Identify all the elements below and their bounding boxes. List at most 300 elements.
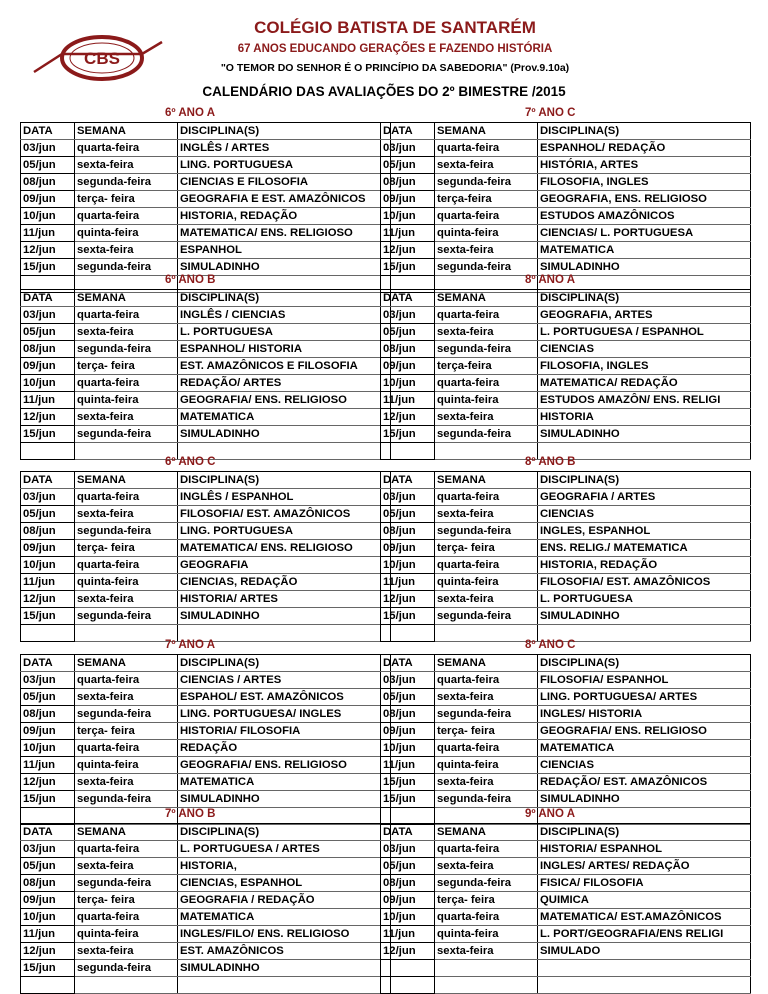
column-header-date: DATA: [381, 824, 435, 841]
date-cell: 09/jun: [381, 358, 435, 375]
week-cell: [435, 960, 538, 977]
column-header-week: SEMANA: [435, 824, 538, 841]
subject-cell: SIMULADINHO: [178, 259, 391, 276]
subject-cell: INGLES, ESPANHOL: [538, 523, 751, 540]
table-row: [21, 774, 391, 791]
column-header-subject: DISCIPLINA(S): [538, 472, 751, 489]
subject-cell: GEOGRAFIA, ARTES: [538, 307, 751, 324]
date-cell: 09/jun: [21, 191, 75, 208]
subject-cell: ESTUDOS AMAZÔN/ ENS. RELIGI: [538, 392, 751, 409]
subject-cell: CIENCIAS, REDAÇÃO: [178, 574, 391, 591]
table-row: [21, 791, 391, 808]
table-row: [381, 591, 751, 608]
date-cell: 11/jun: [21, 574, 75, 591]
class-title: 7º ANO C: [525, 107, 576, 119]
subject-cell: INGLES/ ARTES/ REDAÇÃO: [538, 858, 751, 875]
date-cell: 10/jun: [381, 208, 435, 225]
week-cell: segunda-feira: [435, 523, 538, 540]
table-row: [21, 157, 391, 174]
week-cell: quarta-feira: [75, 489, 178, 506]
table-row: [21, 892, 391, 909]
table-row: [21, 689, 391, 706]
column-header-subject: DISCIPLINA(S): [538, 123, 751, 140]
date-cell: 09/jun: [21, 358, 75, 375]
week-cell: quinta-feira: [75, 757, 178, 774]
column-header-week: SEMANA: [75, 824, 178, 841]
column-header-week: SEMANA: [435, 655, 538, 672]
date-cell: 05/jun: [21, 157, 75, 174]
week-cell: segunda-feira: [75, 426, 178, 443]
week-cell: quarta-feira: [75, 557, 178, 574]
table-row: [21, 392, 391, 409]
table-row: [21, 672, 391, 689]
header-row: [21, 655, 391, 672]
week-cell: sexta-feira: [75, 242, 178, 259]
date-cell: 10/jun: [21, 740, 75, 757]
schedule-table: [20, 122, 391, 293]
date-cell: 15/jun: [21, 426, 75, 443]
week-cell: quarta-feira: [435, 208, 538, 225]
schedule-table: [20, 823, 391, 994]
header-row: [381, 123, 751, 140]
table-row: [21, 242, 391, 259]
table-row: [21, 858, 391, 875]
subject-cell: SIMULADINHO: [178, 960, 391, 977]
table-row: [21, 557, 391, 574]
class-title: 8º ANO B: [525, 456, 576, 468]
table-row: [381, 174, 751, 191]
schedule-table: [380, 823, 751, 994]
date-cell: 10/jun: [21, 208, 75, 225]
table-row: [381, 672, 751, 689]
date-cell: 15/jun: [21, 608, 75, 625]
subject-cell: SIMULADINHO: [538, 608, 751, 625]
subject-cell: [538, 960, 751, 977]
date-cell: 10/jun: [381, 909, 435, 926]
class-title: 6º ANO C: [165, 456, 216, 468]
subject-cell: HISTORIA/ ARTES: [178, 591, 391, 608]
class-block: [20, 107, 390, 293]
subject-cell: LING. PORTUGUESA: [178, 157, 391, 174]
date-cell: [381, 977, 435, 994]
week-cell: quarta-feira: [435, 375, 538, 392]
date-cell: 10/jun: [381, 557, 435, 574]
date-cell: 08/jun: [381, 875, 435, 892]
week-cell: quarta-feira: [75, 740, 178, 757]
week-cell: terça-feira: [435, 191, 538, 208]
date-cell: 08/jun: [21, 523, 75, 540]
date-cell: 15/jun: [381, 426, 435, 443]
table-row: [21, 757, 391, 774]
column-header-date: DATA: [21, 290, 75, 307]
date-cell: 15/jun: [381, 791, 435, 808]
subject-cell: FILOSOFIA/ ESPANHOL: [538, 672, 751, 689]
week-cell: quarta-feira: [435, 140, 538, 157]
table-row: [21, 259, 391, 276]
subject-cell: SIMULADO: [538, 943, 751, 960]
date-cell: 09/jun: [381, 540, 435, 557]
header-row: [381, 472, 751, 489]
week-cell: segunda-feira: [75, 608, 178, 625]
table-row: [381, 557, 751, 574]
date-cell: 12/jun: [21, 242, 75, 259]
column-header-date: DATA: [381, 290, 435, 307]
subject-cell: MATEMATICA/ ENS. RELIGIOSO: [178, 540, 391, 557]
subject-cell: LING. PORTUGUESA/ INGLES: [178, 706, 391, 723]
table-row: [381, 875, 751, 892]
subject-cell: SIMULADINHO: [538, 426, 751, 443]
date-cell: 12/jun: [21, 591, 75, 608]
table-row: [381, 426, 751, 443]
subject-cell: GEOGRAFIA: [178, 557, 391, 574]
header-row: [381, 655, 751, 672]
subject-cell: CIENCIAS: [538, 341, 751, 358]
week-cell: segunda-feira: [75, 174, 178, 191]
column-header-week: SEMANA: [435, 123, 538, 140]
table-row: [381, 943, 751, 960]
subject-cell: INGLES/FILO/ ENS. RELIGIOSO: [178, 926, 391, 943]
table-row: [381, 140, 751, 157]
date-cell: 12/jun: [381, 242, 435, 259]
table-row: [21, 540, 391, 557]
table-row: [381, 225, 751, 242]
week-cell: segunda-feira: [435, 426, 538, 443]
column-header-date: DATA: [21, 123, 75, 140]
week-cell: terça- feira: [75, 540, 178, 557]
week-cell: segunda-feira: [435, 875, 538, 892]
column-header-week: SEMANA: [435, 290, 538, 307]
week-cell: sexta-feira: [75, 591, 178, 608]
subject-cell: MATEMATICA: [178, 774, 391, 791]
week-cell: quinta-feira: [75, 392, 178, 409]
subject-cell: CIENCIAS, ESPANHOL: [178, 875, 391, 892]
date-cell: 03/jun: [21, 140, 75, 157]
subject-cell: SIMULADINHO: [178, 791, 391, 808]
school-motto: "O TEMOR DO SENHOR É O PRINCÍPIO DA SABEDORIA" (Prov.9.10a): [220, 62, 570, 74]
week-cell: quinta-feira: [435, 926, 538, 943]
week-cell: quarta-feira: [435, 909, 538, 926]
date-cell: 11/jun: [21, 757, 75, 774]
subject-cell: CIENCIAS / ARTES: [178, 672, 391, 689]
date-cell: [381, 960, 435, 977]
week-cell: segunda-feira: [75, 523, 178, 540]
school-subtitle: 67 ANOS EDUCANDO GERAÇÕES E FAZENDO HISTÓRIA: [237, 43, 553, 55]
week-cell: sexta-feira: [75, 409, 178, 426]
table-row: [21, 140, 391, 157]
class-block: [380, 808, 750, 994]
date-cell: 10/jun: [381, 375, 435, 392]
class-block: [380, 456, 750, 642]
week-cell: quarta-feira: [435, 841, 538, 858]
school-title: COLÉGIO BATISTA DE SANTARÉM: [254, 18, 536, 37]
class-block: [380, 639, 750, 825]
table-row: [381, 706, 751, 723]
table-row: [381, 392, 751, 409]
week-cell: quinta-feira: [435, 225, 538, 242]
schedule-table: [380, 471, 751, 642]
table-row: [381, 841, 751, 858]
subject-cell: ESPANHOL/ REDAÇÃO: [538, 140, 751, 157]
header-row: [21, 123, 391, 140]
table-row: [381, 259, 751, 276]
date-cell: 12/jun: [381, 943, 435, 960]
table-row: [381, 324, 751, 341]
subject-cell: REDAÇÃO: [178, 740, 391, 757]
week-cell: segunda-feira: [435, 791, 538, 808]
date-cell: 08/jun: [381, 174, 435, 191]
subject-cell: LING. PORTUGUESA: [178, 523, 391, 540]
class-title: 6º ANO A: [165, 107, 215, 119]
table-row: [21, 608, 391, 625]
date-cell: 11/jun: [21, 926, 75, 943]
subject-cell: ENS. RELIG./ MATEMATICA: [538, 540, 751, 557]
table-row: [381, 977, 751, 994]
calendar-title: CALENDÁRIO DAS AVALIAÇÕES DO 2º BIMESTRE /2015: [202, 84, 566, 99]
week-cell: quinta-feira: [435, 574, 538, 591]
subject-cell: EST. AMAZÔNICOS: [178, 943, 391, 960]
school-logo: [32, 32, 164, 84]
class-block: [20, 456, 390, 642]
week-cell: [435, 977, 538, 994]
schedule-table: [380, 289, 751, 460]
date-cell: 11/jun: [21, 392, 75, 409]
subject-cell: L. PORTUGUESA: [538, 591, 751, 608]
week-cell: quinta-feira: [75, 574, 178, 591]
subject-cell: MATEMATICA: [538, 242, 751, 259]
date-cell: 03/jun: [381, 672, 435, 689]
logo-text: CBS: [84, 49, 120, 68]
week-cell: quarta-feira: [435, 740, 538, 757]
subject-cell: CIENCIAS/ L. PORTUGUESA: [538, 225, 751, 242]
table-row: [21, 225, 391, 242]
schedule-table: [20, 654, 391, 825]
column-header-date: DATA: [21, 655, 75, 672]
week-cell: [75, 977, 178, 994]
date-cell: 08/jun: [381, 341, 435, 358]
week-cell: quarta-feira: [75, 140, 178, 157]
date-cell: 05/jun: [21, 689, 75, 706]
column-header-week: SEMANA: [75, 290, 178, 307]
subject-cell: CIENCIAS: [538, 757, 751, 774]
column-header-date: DATA: [381, 123, 435, 140]
week-cell: segunda-feira: [75, 960, 178, 977]
subject-cell: INGLÊS / ARTES: [178, 140, 391, 157]
date-cell: 08/jun: [21, 341, 75, 358]
date-cell: 12/jun: [381, 591, 435, 608]
date-cell: 11/jun: [21, 225, 75, 242]
column-header-date: DATA: [381, 655, 435, 672]
table-row: [381, 307, 751, 324]
subject-cell: GEOGRAFIA E EST. AMAZÔNICOS: [178, 191, 391, 208]
date-cell: 11/jun: [381, 392, 435, 409]
column-header-subject: DISCIPLINA(S): [538, 824, 751, 841]
week-cell: segunda-feira: [75, 706, 178, 723]
table-row: [381, 208, 751, 225]
table-row: [21, 977, 391, 994]
week-cell: sexta-feira: [435, 242, 538, 259]
table-row: [21, 506, 391, 523]
date-cell: 11/jun: [381, 574, 435, 591]
subject-cell: GEOGRAFIA / REDAÇÃO: [178, 892, 391, 909]
table-row: [381, 574, 751, 591]
week-cell: quinta-feira: [435, 392, 538, 409]
column-header-subject: DISCIPLINA(S): [178, 290, 391, 307]
subject-cell: [178, 977, 391, 994]
class-block: [380, 107, 750, 293]
table-row: [21, 591, 391, 608]
date-cell: 03/jun: [21, 489, 75, 506]
column-header-subject: DISCIPLINA(S): [178, 123, 391, 140]
class-title: 8º ANO C: [525, 639, 576, 651]
week-cell: quarta-feira: [435, 557, 538, 574]
week-cell: quinta-feira: [75, 926, 178, 943]
column-header-date: DATA: [381, 472, 435, 489]
subject-cell: HISTORIA, REDAÇÃO: [178, 208, 391, 225]
date-cell: 11/jun: [381, 926, 435, 943]
date-cell: 08/jun: [381, 523, 435, 540]
subject-cell: GEOGRAFIA, ENS. RELIGIOSO: [538, 191, 751, 208]
date-cell: 05/jun: [21, 858, 75, 875]
class-title: 8º ANO A: [525, 274, 575, 286]
subject-cell: L. PORT/GEOGRAFIA/ENS RELIGI: [538, 926, 751, 943]
date-cell: 08/jun: [381, 706, 435, 723]
week-cell: quarta-feira: [75, 307, 178, 324]
date-cell: 12/jun: [21, 774, 75, 791]
table-row: [21, 174, 391, 191]
subject-cell: INGLES/ HISTORIA: [538, 706, 751, 723]
week-cell: sexta-feira: [75, 689, 178, 706]
table-row: [381, 157, 751, 174]
table-row: [381, 960, 751, 977]
week-cell: sexta-feira: [435, 157, 538, 174]
subject-cell: MATEMATICA/ EST.AMAZÔNICOS: [538, 909, 751, 926]
header-row: [21, 824, 391, 841]
date-cell: 03/jun: [381, 307, 435, 324]
date-cell: 05/jun: [21, 506, 75, 523]
date-cell: 09/jun: [381, 191, 435, 208]
date-cell: 03/jun: [381, 841, 435, 858]
table-row: [21, 208, 391, 225]
class-title: 7º ANO B: [165, 808, 216, 820]
week-cell: sexta-feira: [435, 409, 538, 426]
class-title: 6º ANO B: [165, 274, 216, 286]
subject-cell: SIMULADINHO: [538, 259, 751, 276]
date-cell: 11/jun: [381, 225, 435, 242]
date-cell: 15/jun: [21, 960, 75, 977]
table-row: [381, 740, 751, 757]
subject-cell: L. PORTUGUESA / ESPANHOL: [538, 324, 751, 341]
table-row: [21, 723, 391, 740]
schedule-table: [20, 289, 391, 460]
date-cell: 03/jun: [21, 841, 75, 858]
subject-cell: SIMULADINHO: [178, 426, 391, 443]
table-row: [381, 723, 751, 740]
date-cell: 08/jun: [21, 706, 75, 723]
column-header-week: SEMANA: [435, 472, 538, 489]
table-row: [21, 960, 391, 977]
subject-cell: FISICA/ FILOSOFIA: [538, 875, 751, 892]
table-row: [381, 506, 751, 523]
date-cell: 08/jun: [21, 174, 75, 191]
subject-cell: FILOSOFIA, INGLES: [538, 358, 751, 375]
week-cell: quarta-feira: [435, 672, 538, 689]
header-row: [381, 290, 751, 307]
date-cell: 05/jun: [381, 324, 435, 341]
week-cell: terça- feira: [75, 358, 178, 375]
table-row: [381, 540, 751, 557]
table-row: [381, 375, 751, 392]
table-row: [381, 926, 751, 943]
subject-cell: L. PORTUGUESA / ARTES: [178, 841, 391, 858]
table-row: [21, 375, 391, 392]
schedule-table: [20, 471, 391, 642]
subject-cell: EST. AMAZÔNICOS E FILOSOFIA: [178, 358, 391, 375]
week-cell: quarta-feira: [75, 208, 178, 225]
date-cell: 05/jun: [381, 157, 435, 174]
table-row: [381, 242, 751, 259]
table-row: [381, 774, 751, 791]
week-cell: sexta-feira: [435, 324, 538, 341]
date-cell: 15/jun: [381, 259, 435, 276]
date-cell: 15/jun: [381, 608, 435, 625]
table-row: [21, 426, 391, 443]
week-cell: quinta-feira: [75, 225, 178, 242]
header-row: [21, 290, 391, 307]
table-row: [381, 409, 751, 426]
table-row: [381, 608, 751, 625]
subject-cell: REDAÇÃO/ EST. AMAZÔNICOS: [538, 774, 751, 791]
subject-cell: HISTORIA, REDAÇÃO: [538, 557, 751, 574]
class-title: 7º ANO A: [165, 639, 215, 651]
week-cell: quarta-feira: [435, 307, 538, 324]
week-cell: segunda-feira: [435, 341, 538, 358]
week-cell: sexta-feira: [435, 506, 538, 523]
date-cell: 08/jun: [21, 875, 75, 892]
date-cell: 09/jun: [21, 723, 75, 740]
subject-cell: HISTORIA: [538, 409, 751, 426]
table-row: [381, 489, 751, 506]
schedule-table: [380, 122, 751, 293]
subject-cell: L. PORTUGUESA: [178, 324, 391, 341]
week-cell: sexta-feira: [75, 774, 178, 791]
class-block: [20, 808, 390, 994]
subject-cell: GEOGRAFIA / ARTES: [538, 489, 751, 506]
table-row: [381, 892, 751, 909]
column-header-date: DATA: [21, 472, 75, 489]
date-cell: 05/jun: [381, 689, 435, 706]
table-row: [21, 324, 391, 341]
schedule-table: [380, 654, 751, 825]
week-cell: sexta-feira: [435, 689, 538, 706]
table-row: [21, 409, 391, 426]
week-cell: terça-feira: [435, 358, 538, 375]
date-cell: [21, 977, 75, 994]
table-row: [21, 740, 391, 757]
subject-cell: FILOSOFIA/ EST. AMAZÔNICOS: [538, 574, 751, 591]
table-row: [21, 358, 391, 375]
table-row: [21, 574, 391, 591]
subject-cell: HISTORIA/ FILOSOFIA: [178, 723, 391, 740]
week-cell: sexta-feira: [435, 943, 538, 960]
subject-cell: HISTORIA/ ESPANHOL: [538, 841, 751, 858]
table-row: [381, 757, 751, 774]
subject-cell: CIENCIAS: [538, 506, 751, 523]
column-header-subject: DISCIPLINA(S): [538, 290, 751, 307]
subject-cell: ESPANHOL: [178, 242, 391, 259]
table-row: [381, 358, 751, 375]
date-cell: 12/jun: [21, 409, 75, 426]
column-header-week: SEMANA: [75, 472, 178, 489]
